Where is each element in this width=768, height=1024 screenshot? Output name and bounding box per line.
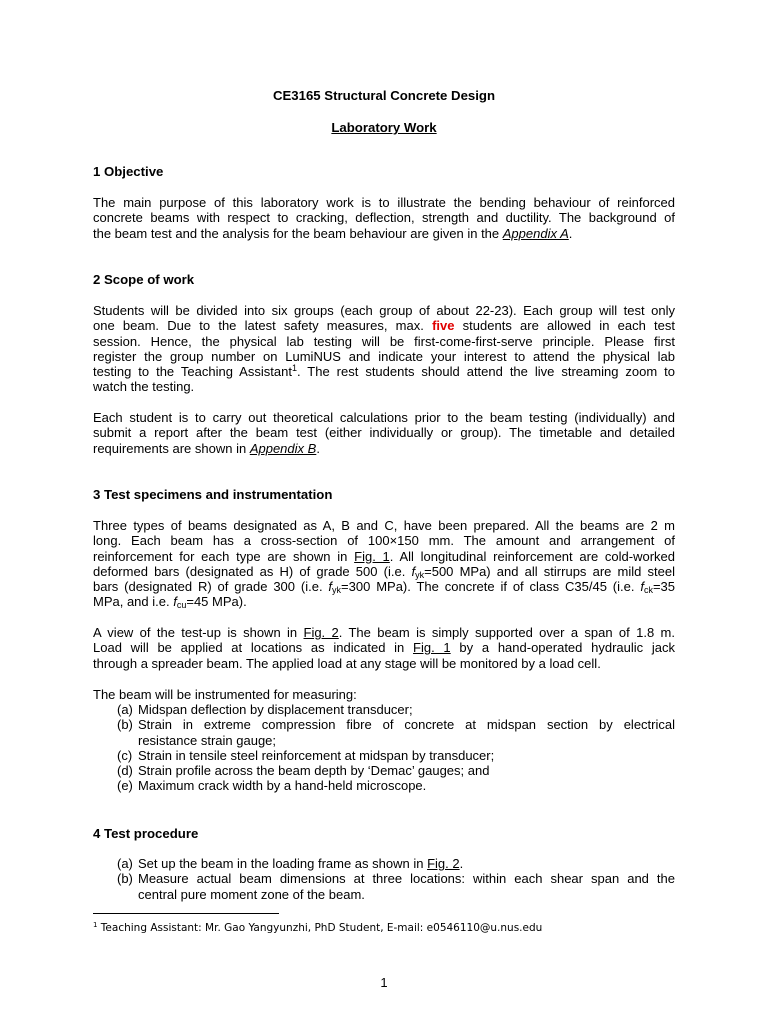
document-subtitle: Laboratory Work [331, 120, 437, 135]
text-fragment: one beam. Due to the latest safety measures, max. [93, 318, 433, 334]
page-number: 1 [380, 975, 388, 990]
list-item-text [138, 717, 675, 748]
subscript: yk [332, 585, 342, 596]
text-fragment: testing to the Teaching Assistant [93, 364, 292, 380]
text-line: long. Each beam has a cross-section of 100×150 mm. The amount and arrangement of [93, 533, 675, 549]
text-line: concrete beams with respect to cracking, deflection, strength and ductility. The background of [93, 210, 675, 226]
text-fragment: Load will be applied at locations as indicated in [93, 640, 414, 656]
text-line: through a spreader beam. The applied load at any stage will be monitored by a load cell. [93, 655, 601, 671]
footnote-text: Teaching Assistant: Mr. Gao Yangyunzhi, PhD Student, E-mail: e0546110@u.nus.edu [97, 922, 543, 934]
section-heading-objective: 1 Objective [93, 164, 164, 179]
paragraph-scope-2 [93, 410, 675, 456]
text-line [93, 594, 675, 609]
list-item-text [138, 748, 675, 763]
list-marker: (b) [117, 871, 133, 887]
text-line: Strain in tensile steel reinforcement at midspan by transducer; [138, 747, 495, 763]
symbol-f: f [411, 563, 416, 579]
section-heading-procedure: 4 Test procedure [93, 826, 199, 841]
text-fragment: bars (designated R) of grade 300 (i.e. [93, 579, 329, 595]
subscript: yk [415, 569, 425, 580]
text-fragment: the beam test and the analysis for the beam behaviour are given in the [93, 225, 503, 241]
text-line: Students will be divided into six groups (each group of about 22-23). Each group will test only [93, 303, 675, 318]
list-item [117, 702, 675, 717]
appendix-b-link[interactable]: Appendix B [249, 440, 317, 456]
list-marker: (d) [117, 763, 133, 779]
footnote [93, 922, 542, 934]
list-item-text [138, 778, 675, 793]
list-item [117, 748, 675, 763]
paragraph-scope-1 [93, 303, 675, 395]
list-item-text [138, 856, 675, 871]
symbol-f: f [173, 594, 177, 610]
list-item-text [138, 871, 675, 902]
text-line: Strain profile across the beam depth by ‘Demac’ gauges; and [138, 763, 490, 779]
text-fragment: Set up the beam in the loading frame as shown in [138, 856, 428, 871]
section-heading-scope: 2 Scope of work [93, 272, 195, 287]
list-item-text [138, 763, 675, 778]
text-fragment: =35 [652, 579, 675, 595]
list-marker: (a) [117, 856, 133, 871]
text-fragment: A view of the test-up is shown in [93, 625, 304, 640]
text-fragment: MPa, and i.e. [93, 594, 174, 610]
fig-2-link[interactable]: Fig. 2 [427, 856, 460, 871]
text-line: central pure moment zone of the beam. [138, 886, 365, 902]
text-line: session. Hence, the physical lab testing will be first-come-first-serve principle. Please first [93, 333, 675, 349]
symbol-f: f [328, 579, 333, 595]
text-fragment: . All longitudinal reinforcement are cold-worked [389, 548, 676, 564]
paragraph-objective [93, 195, 675, 241]
footnote-ref[interactable]: 1 [291, 363, 297, 374]
text-line: Each student is to carry out theoretical calculations prior to the beam testing (individually) and [93, 410, 675, 425]
text-line: Three types of beams designated as A, B and C, have been prepared. All the beams are 2 m [93, 518, 675, 533]
fig-1-link[interactable]: Fig. 1 [413, 640, 451, 656]
text-line: Measure actual beam dimensions at three locations: within each shear span and the [138, 871, 675, 887]
text-line [93, 364, 675, 379]
paragraph-specimens-3 [93, 687, 675, 702]
text-line [93, 640, 675, 655]
emphasis-five: five [432, 318, 455, 334]
text-fragment: . The rest students should attend the live streaming zoom to [296, 364, 675, 380]
text-fragment: . [568, 225, 573, 241]
list-item [117, 856, 675, 871]
text-line: submit a report after the beam test (either individually or group). The timetable and detailed [93, 425, 675, 441]
list-item-text [138, 702, 675, 717]
subscript: ck [643, 585, 653, 596]
text-fragment: requirements are shown in [93, 440, 250, 456]
list-item [117, 717, 675, 748]
text-line: Strain in extreme compression fibre of concrete at midspan section by electrical [138, 717, 675, 733]
list-item [117, 871, 675, 902]
footnote-number: 1 [93, 921, 98, 929]
text-line: The main purpose of this laboratory work is to illustrate the bending behaviour of reinforced [93, 195, 675, 210]
text-line: Maximum crack width by a hand-held microscope. [138, 778, 427, 794]
text-fragment: by a hand-operated hydraulic jack [450, 640, 676, 656]
paragraph-specimens-1 [93, 518, 675, 610]
section-heading-specimens: 3 Test specimens and instrumentation [93, 487, 333, 502]
text-line: The beam will be instrumented for measuring: [93, 687, 357, 702]
paragraph-specimens-2 [93, 625, 675, 671]
fig-1-link[interactable]: Fig. 1 [354, 548, 390, 564]
document-title: CE3165 Structural Concrete Design [272, 88, 496, 103]
list-marker: (b) [117, 717, 133, 733]
text-fragment: students are allowed in each test [454, 318, 675, 334]
text-line [93, 625, 675, 640]
text-line [93, 579, 675, 594]
instrumentation-list [117, 702, 675, 794]
list-item [117, 778, 675, 793]
text-line [93, 564, 675, 579]
text-line [93, 549, 675, 564]
text-line [93, 226, 675, 241]
text-line [93, 441, 675, 456]
procedure-list [117, 856, 675, 902]
footnote-separator [93, 913, 279, 914]
document-subtitle-wrap [0, 119, 768, 137]
text-fragment: reinforcement for each type are shown in [93, 548, 355, 564]
text-line: watch the testing. [93, 379, 195, 395]
fig-2-link[interactable]: Fig. 2 [303, 625, 339, 640]
text-fragment: . The beam is simply supported over a span of 1.8 m. [338, 625, 675, 640]
text-fragment: deformed bars (designated as H) of grade 500 (i.e. [93, 563, 412, 579]
list-marker: (e) [117, 778, 133, 794]
text-line [93, 318, 675, 333]
appendix-a-link[interactable]: Appendix A [502, 225, 569, 241]
list-item [117, 763, 675, 778]
symbol-f: f [640, 579, 644, 595]
text-line: resistance strain gauge; [138, 732, 277, 748]
text-fragment: =300 MPa). The concrete if of class C35/45 (i.e. [341, 579, 641, 595]
text-fragment: =500 MPa) and all stirrups are mild steel [424, 563, 675, 579]
text-line: register the group number on LumiNUS and indicate your interest to attend the physical lab [93, 348, 675, 364]
list-marker: (c) [117, 747, 133, 763]
text-line [138, 856, 675, 871]
subscript: cu [176, 600, 187, 611]
text-fragment: . [316, 440, 320, 456]
text-line: Midspan deflection by displacement transducer; [138, 702, 413, 717]
text-fragment: =45 MPa). [186, 594, 247, 610]
list-marker: (a) [117, 702, 133, 717]
text-fragment: . [459, 856, 464, 871]
